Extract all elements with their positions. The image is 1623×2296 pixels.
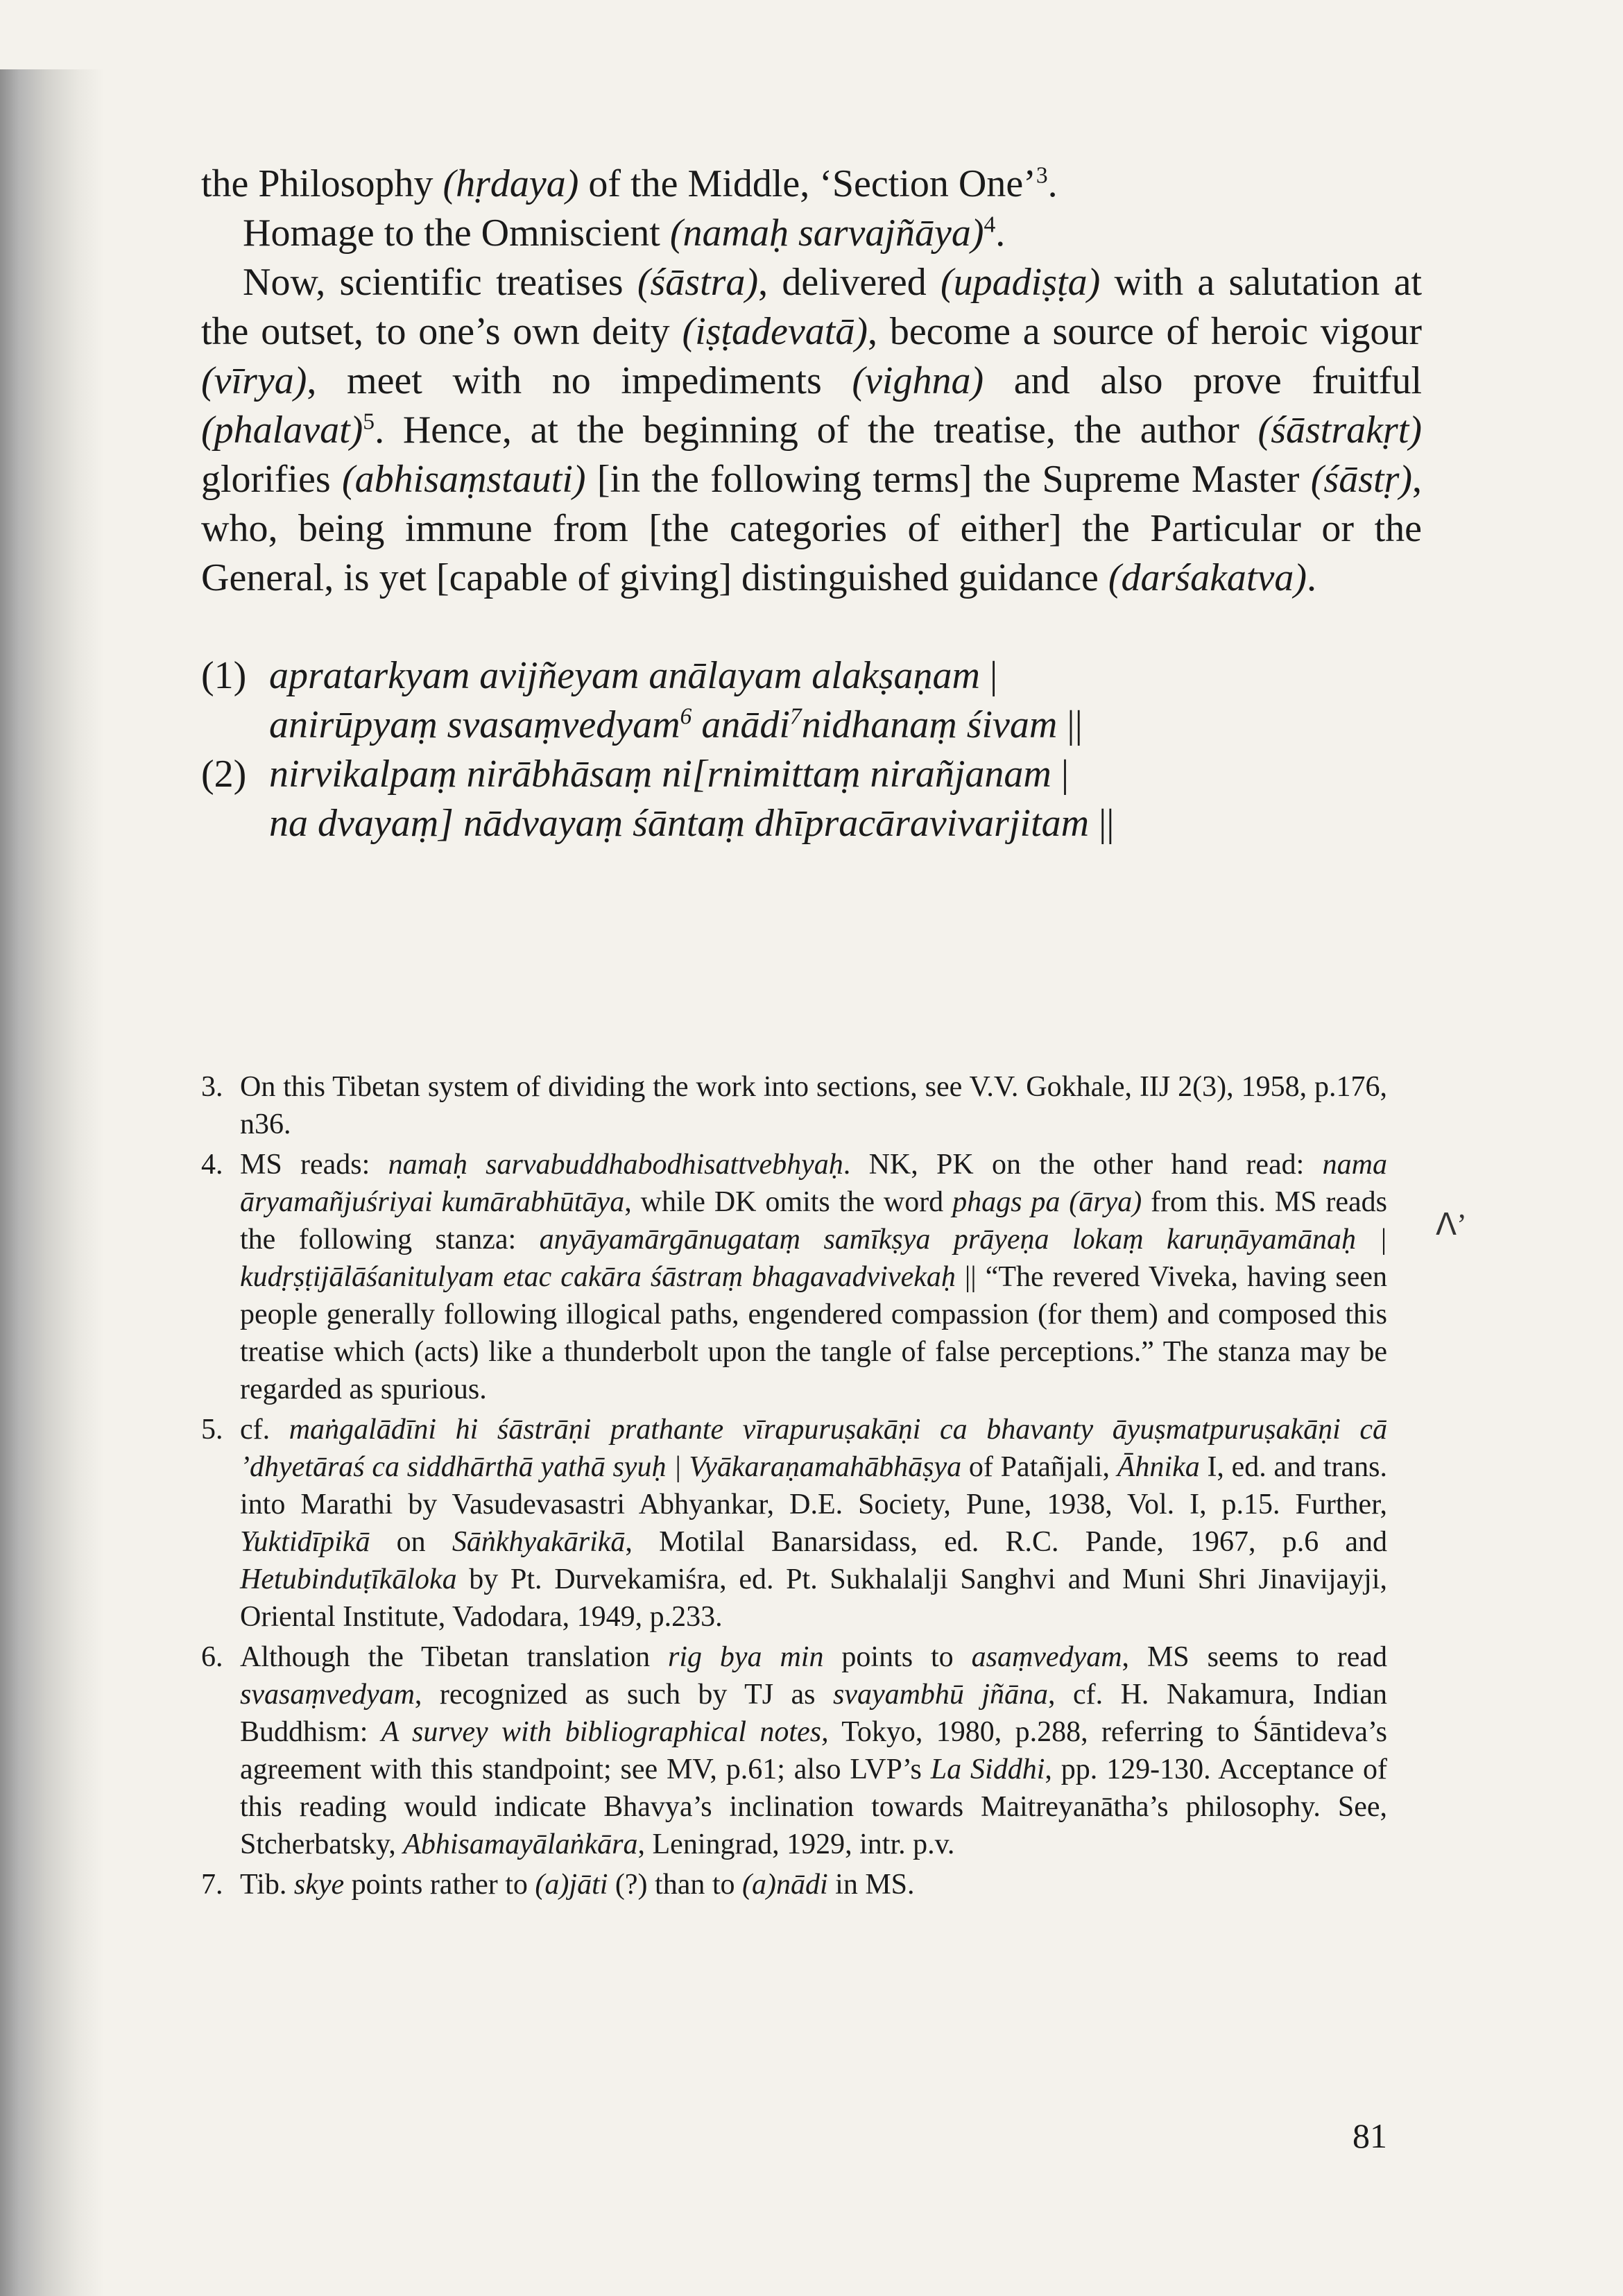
footnote-text: of Patañjali, [961, 1451, 1117, 1483]
footnote-text: on [370, 1526, 452, 1558]
sanskrit-term: (upadiṣṭa) [941, 261, 1101, 304]
text-span: glorifies [201, 458, 342, 501]
footnote-number: 5. [201, 1414, 223, 1446]
work-title: Āhnika [1117, 1451, 1200, 1483]
text-span: , become a source of heroic vigour [867, 310, 1423, 353]
footnote-text: , Leningrad, 1929, intr. p.v. [637, 1828, 955, 1860]
footnote-number: 6. [201, 1641, 223, 1673]
footnote-text: On this Tibetan system of dividing the work into sections, see V.V. Gokhale, IIJ 2(3), 1958, p.176, n36. [240, 1071, 1387, 1140]
footnote-text: , recognized as such by TJ as [414, 1679, 833, 1711]
text-span: , meet with no impediments [307, 359, 852, 402]
sanskrit-term: (iṣṭadevatā) [682, 310, 868, 353]
text-span: , who, being immune from [the categories of either] the Particular or the General, is yet [capable of giving] distinguished guidance [201, 458, 1423, 599]
sanskrit-term: (a)nādi [742, 1869, 828, 1901]
footnote-text: MS reads: [240, 1149, 388, 1181]
verse-text: apratarkyam avijñeyam anālayam alakṣaṇam [269, 654, 980, 697]
text-span: . [1306, 556, 1316, 599]
verse-block [201, 651, 1422, 848]
verse-text: anādi [692, 703, 790, 746]
verse-number: (2) [201, 753, 247, 796]
book-binding-shadow [0, 69, 104, 2296]
footnote-6 [201, 1638, 1387, 1863]
footnote-text: , Motilal Banarsidass, ed. R.C. Pande, 1967, p.6 and [625, 1526, 1387, 1558]
work-title: Abhisamayālaṅkāra [403, 1828, 638, 1860]
footnote-text: by Pt. Durvekamiśra, ed. Pt. Sukhalalji Sanghvi and Muni Shri Jinavijayji, Oriental Institute, Vadodara, 1949, p.233. [240, 1563, 1387, 1633]
text-span: Now, scientific treatises [243, 261, 637, 304]
footnote-text: cf. [240, 1414, 289, 1446]
sanskrit-term: (phalavat) [201, 409, 363, 452]
sanskrit-term: namaḥ sarvabuddhabodhisattvebhyaḥ [388, 1149, 843, 1181]
sanskrit-term: (vīrya) [201, 359, 307, 402]
footnote-3 [201, 1068, 1387, 1143]
danda-mark: | [1060, 753, 1070, 796]
text-span: . [995, 212, 1006, 255]
text-span: [in the following terms] the Supreme Master [585, 458, 1311, 501]
double-danda-mark: || [1099, 802, 1115, 845]
sanskrit-term: (vighna) [852, 359, 984, 402]
footnote-7 [201, 1866, 1387, 1903]
footnote-text: Although the Tibetan translation [240, 1641, 668, 1673]
footnote-number: 4. [201, 1149, 223, 1181]
sanskrit-term: svasaṃvedyam [240, 1679, 415, 1711]
text-span: and also prove fruitful [984, 359, 1422, 402]
footnote-text: , while DK omits the word [624, 1186, 953, 1218]
tibetan-term: rig bya min [667, 1641, 824, 1673]
footnote-5 [201, 1411, 1387, 1636]
footnote-text: . NK, PK on the other hand read: [843, 1149, 1323, 1181]
footnote-text: || “The revered Viveka, having seen people generally following illogical paths, engendered compassion (for them) and composed this treatise which (acts) like a thunderbolt upon the tangle of false perceptions.” The stanza may be regarded as spurious. [240, 1261, 1387, 1405]
footnote-ref-5: 5 [363, 409, 375, 435]
paragraph-section-title [201, 160, 1422, 209]
text-span: the Philosophy [201, 162, 443, 205]
footnote-number: 7. [201, 1869, 223, 1901]
footnotes-block [201, 1068, 1387, 1906]
sanskrit-term: nama āryamañjuśriyai kumārabhūtāya [240, 1149, 1387, 1218]
text-span: with a salutation at the outset, to one’s own deity [201, 261, 1422, 353]
paragraph-homage [201, 209, 1422, 258]
sanskrit-stanza: anyāyamārgānugataṃ samīkṣya prāyeṇa lokaṃ karuṇāyamānaḥ | kudṛṣṭijālāśanitulyam etac cakāra śāstraṃ bhagavadvivekaḥ [240, 1224, 1387, 1293]
paragraph-introduction [201, 258, 1422, 603]
verse-number: (1) [201, 654, 247, 697]
verse-text: na dvayaṃ] nādvayaṃ śāntaṃ dhīpracāravivarjitam [269, 802, 1090, 845]
sanskrit-term: (namaḥ sarvajñāya) [669, 212, 984, 255]
footnote-text: points rather to [344, 1869, 535, 1901]
text-span: , delivered [758, 261, 941, 304]
sanskrit-term: asaṃvedyam [971, 1641, 1122, 1673]
text-span: . [1047, 162, 1058, 205]
tibetan-term: phags pa (ārya) [952, 1186, 1142, 1218]
sanskrit-term: (śāstrakṛt) [1257, 409, 1422, 452]
handwritten-insertion-mark: ᐱ’ [1436, 1208, 1467, 1242]
verse-line-2 [201, 701, 1422, 750]
verse-text: nidhanaṃ śivam [801, 703, 1058, 746]
main-text-block [201, 160, 1422, 848]
sanskrit-term: (abhisaṃstauti) [341, 458, 586, 501]
footnote-text: Tib. [240, 1869, 294, 1901]
text-span: Homage to the Omniscient [243, 212, 670, 255]
verse-text: anirūpyaṃ svasaṃvedyam [269, 703, 680, 746]
text-span: . Hence, at the beginning of the treatise, the author [375, 409, 1258, 452]
footnote-ref-3: 3 [1036, 162, 1048, 189]
sanskrit-quote: maṅgalādīni hi śāstrāṇi prathante vīrapuruṣakāṇi ca bhavanty āyuṣmatpuruṣakāṇi cā ’dhyetāraś ca siddhārthā yathā syuḥ | Vyākaraṇamahābhāṣya [240, 1414, 1387, 1483]
text-span: of the Middle, ‘Section One’ [578, 162, 1036, 205]
footnote-number: 3. [201, 1071, 223, 1103]
footnote-text: (?) than to [608, 1869, 742, 1901]
footnote-text: from this. MS reads the following stanza: [240, 1186, 1387, 1256]
work-title: Hetubinduṭīkāloka [240, 1563, 457, 1595]
double-danda-mark: || [1067, 703, 1083, 746]
sanskrit-term: (darśakatva) [1108, 556, 1307, 599]
footnote-text: points to [823, 1641, 972, 1673]
work-title: La Siddhi [930, 1754, 1045, 1785]
verse-line-4 [201, 799, 1422, 848]
sanskrit-term: svayambhū jñāna [832, 1679, 1049, 1711]
work-title: Yuktidīpikā [240, 1526, 370, 1558]
sanskrit-term: (hṛdaya) [443, 162, 579, 205]
footnote-ref-6: 6 [680, 703, 692, 730]
footnote-ref-7: 7 [789, 703, 802, 730]
work-title: Sāṅkhyakārikā [452, 1526, 626, 1558]
footnote-text: in MS. [827, 1869, 915, 1901]
verse-line-1 [201, 651, 1422, 701]
verse-line-3 [201, 750, 1422, 799]
footnote-4 [201, 1146, 1387, 1408]
page-number: 81 [1352, 2116, 1387, 2155]
work-title: A survey with bibliographical notes, [381, 1716, 829, 1748]
sanskrit-term: (śāstṛ) [1310, 458, 1413, 501]
sanskrit-term: (śāstra) [637, 261, 759, 304]
footnote-text: I, ed. and trans. into Marathi by Vasudevasastri Abhyankar, D.E. Society, Pune, 1938, Vol. I, p.15. Further, [240, 1451, 1387, 1520]
footnote-text: , pp. 129-130. Acceptance of this reading would indicate Bhavya’s inclination towards Maitreyanātha’s philosophy. See, Stcherbatsky, [240, 1754, 1387, 1860]
footnote-ref-4: 4 [984, 212, 996, 238]
sanskrit-term: (a)jāti [535, 1869, 608, 1901]
footnote-text: , MS seems to read [1122, 1641, 1387, 1673]
tibetan-term: skye [293, 1869, 345, 1901]
danda-mark: | [989, 654, 998, 697]
footnote-text: Tokyo, 1980, p.288, referring to Śāntideva’s agreement with this standpoint; see MV, p.61; also LVP’s [240, 1716, 1387, 1785]
footnote-text: , cf. H. Nakamura, Indian Buddhism: [240, 1679, 1387, 1748]
verse-text: nirvikalpaṃ nirābhāsaṃ ni[rnimittaṃ nirañjanam [269, 753, 1051, 796]
